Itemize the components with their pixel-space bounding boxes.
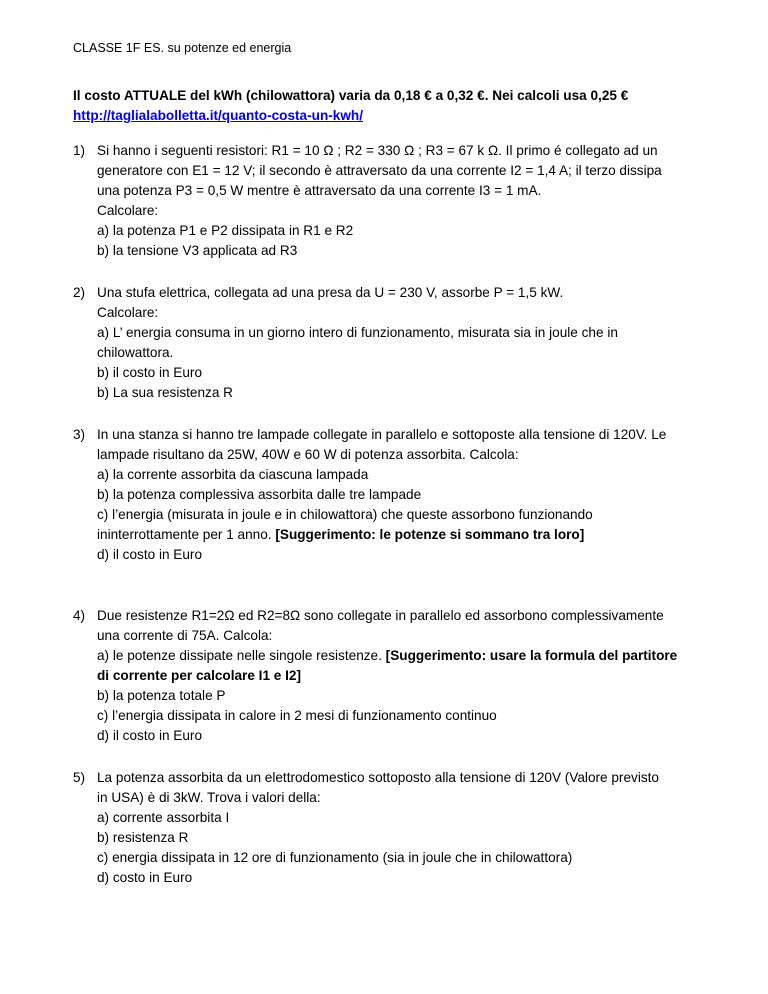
problem-text: ininterrottamente per 1 anno. xyxy=(97,527,276,542)
problem-line: c) l’energia dissipata in calore in 2 mesi di funzionamento continuo xyxy=(97,708,497,723)
problem-3 xyxy=(73,425,713,565)
problem-2 xyxy=(73,283,713,403)
problem-line: Calcolare: xyxy=(97,203,159,218)
hint-text: [Suggerimento: usare la formula del partitore xyxy=(385,648,678,663)
problem-text: a) le potenze dissipate nelle singole resistenze. xyxy=(97,648,386,663)
intro-block xyxy=(73,86,713,126)
problem-line: b) la potenza complessiva assorbita dalle tre lampade xyxy=(97,487,422,502)
problem-line: La potenza assorbita da un elettrodomestico sottoposto alla tensione di 120V (Valore previsto xyxy=(97,770,659,785)
problem-line: una corrente di 75A. Calcola: xyxy=(97,628,273,643)
problem-line: d) costo in Euro xyxy=(97,870,193,885)
problem-line: chilowattora. xyxy=(97,345,174,360)
problem-number: 3) xyxy=(73,427,86,442)
problem-line: b) il costo in Euro xyxy=(97,365,203,380)
problem-1 xyxy=(73,141,713,261)
problem-line: b) la potenza totale P xyxy=(97,688,226,703)
problem-line: a) la potenza P1 e P2 dissipata in R1 e R2 xyxy=(97,223,354,238)
problem-5 xyxy=(73,768,713,888)
source-link[interactable]: http://taglialabolletta.it/quanto-costa-un-kwh/ xyxy=(73,108,363,123)
problem-line xyxy=(97,525,713,545)
problem-line: Si hanno i seguenti resistori: R1 = 10 Ω ; R2 = 330 Ω ; R3 = 67 k Ω. Il primo é collegato ad un xyxy=(97,143,658,158)
problem-line: generatore con E1 = 12 V; il secondo è attraversato da una corrente I2 = 1,4 A; il terzo dissipa xyxy=(97,163,662,178)
problem-line: b) La sua resistenza R xyxy=(97,385,234,400)
kwh-cost-note: Il costo ATTUALE del kWh (chilowattora) varia da 0,18 € a 0,32 €. Nei calcoli usa 0,25 € xyxy=(73,88,629,103)
problem-line: lampade risultano da 25W, 40W e 60 W di potenza assorbita. Calcola: xyxy=(97,447,519,462)
problem-line: Due resistenze R1=2Ω ed R2=8Ω sono collegate in parallelo ed assorbono complessivamente xyxy=(97,608,664,623)
problem-line: c) energia dissipata in 12 ore di funzionamento (sia in joule che in chilowattora) xyxy=(97,850,573,865)
problem-line: a) la corrente assorbita da ciascuna lampada xyxy=(97,467,369,482)
problem-line: una potenza P3 = 0,5 W mentre è attraversato da una corrente I3 = 1 mA. xyxy=(97,183,542,198)
problem-line: Calcolare: xyxy=(97,305,159,320)
problem-4 xyxy=(73,606,713,746)
problem-line: in USA) è di 3kW. Trova i valori della: xyxy=(97,790,321,805)
problem-line: c) l’energia (misurata in joule e in chilowattora) che queste assorbono funzionando xyxy=(97,507,593,522)
problem-number: 4) xyxy=(73,608,86,623)
problem-number: 2) xyxy=(73,285,86,300)
problem-number: 5) xyxy=(73,770,86,785)
problem-line: d) il costo in Euro xyxy=(97,728,203,743)
problem-line: b) resistenza R xyxy=(97,830,189,845)
problem-number: 1) xyxy=(73,143,86,158)
problem-line: a) corrente assorbita I xyxy=(97,810,230,825)
problem-line: b) la tensione V3 applicata ad R3 xyxy=(97,243,298,258)
problem-line xyxy=(97,646,713,666)
problem-line: a) L’ energia consuma in un giorno intero di funzionamento, misurata sia in joule che in xyxy=(97,325,618,340)
hint-continuation: di corrente per calcolare I1 e I2] xyxy=(97,668,301,683)
problem-line: d) il costo in Euro xyxy=(97,547,203,562)
page-header: CLASSE 1F ES. su potenze ed energia xyxy=(73,41,292,55)
problem-list xyxy=(73,141,713,888)
hint-text: [Suggerimento: le potenze si sommano tra loro] xyxy=(275,527,585,542)
problem-line: Una stufa elettrica, collegata ad una presa da U = 230 V, assorbe P = 1,5 kW. xyxy=(97,285,564,300)
problem-line: In una stanza si hanno tre lampade collegate in parallelo e sottoposte alla tensione di 120V. Le xyxy=(97,427,667,442)
